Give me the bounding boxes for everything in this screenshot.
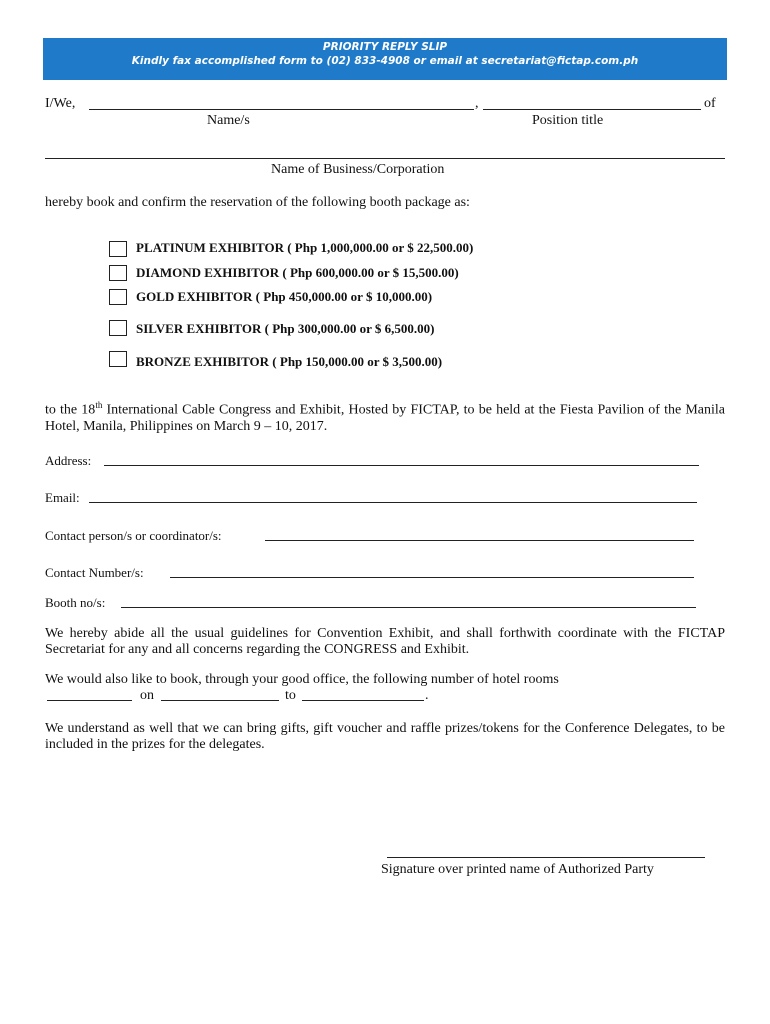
iwe-label: I/We, (45, 96, 76, 111)
platinum-checkbox[interactable] (109, 241, 127, 257)
hotel-checkin-field[interactable] (161, 700, 279, 701)
hotel-rooms-field[interactable] (47, 700, 132, 701)
diamond-checkbox[interactable] (109, 265, 127, 281)
email-field[interactable] (89, 502, 697, 503)
names-caption: Name/s (207, 113, 250, 128)
email-label: Email: (45, 490, 80, 505)
position-field[interactable] (483, 109, 701, 110)
business-caption: Name of Business/Corporation (271, 162, 445, 177)
names-field[interactable] (89, 109, 474, 110)
silver-checkbox[interactable] (109, 320, 127, 336)
bronze-checkbox[interactable] (109, 351, 127, 367)
hotel-on-label: on (140, 688, 154, 703)
gifts-paragraph: We understand as well that we can bring gifts, gift voucher and raffle prizes/tokens for the Conference Delegates, to be included in the prizes for the delegates. (45, 721, 725, 752)
contact-number-field[interactable] (170, 577, 694, 578)
signature-line[interactable] (387, 857, 705, 858)
business-field[interactable] (45, 158, 725, 159)
contact-person-field[interactable] (265, 540, 694, 541)
address-label: Address: (45, 453, 92, 468)
of-label: of (704, 96, 716, 111)
signature-caption: Signature over printed name of Authorized Party (381, 862, 654, 877)
comma-separator: , (475, 96, 479, 111)
gold-checkbox[interactable] (109, 289, 127, 305)
intro-text: hereby book and confirm the reservation of the following booth package as: (45, 195, 470, 210)
guidelines-paragraph: We hereby abide all the usual guidelines for Convention Exhibit, and shall forthwith coordinate with the FICTAP Secretariat for any and all concerns regarding the CONGRESS and Exhibit. (45, 626, 725, 657)
diamond-label: DIAMOND EXHIBITOR ( Php 600,000.00 or $ 15,500.00) (136, 265, 459, 280)
contact-number-label: Contact Number/s: (45, 565, 144, 580)
booth-no-label: Booth no/s: (45, 595, 106, 610)
hotel-to-label: to (285, 688, 296, 703)
silver-label: SILVER EXHIBITOR ( Php 300,000.00 or $ 6,500.00) (136, 321, 435, 336)
hotel-text: We would also like to book, through your good office, the following number of hotel rooms (45, 672, 559, 687)
gold-label: GOLD EXHIBITOR ( Php 450,000.00 or $ 10,000.00) (136, 289, 433, 304)
header-banner (43, 38, 727, 80)
banner-subtitle: Kindly fax accomplished form to (02) 833-4908 or email at secretariat@fictap.com.ph (131, 55, 639, 67)
booth-no-field[interactable] (121, 607, 696, 608)
address-field[interactable] (104, 465, 699, 466)
platinum-label: PLATINUM EXHIBITOR ( Php 1,000,000.00 or $ 22,500.00) (136, 240, 474, 255)
bronze-label: BRONZE EXHIBITOR ( Php 150,000.00 or $ 3,500.00) (136, 354, 443, 369)
hotel-checkout-field[interactable] (302, 700, 424, 701)
contact-person-label: Contact person/s or coordinator/s: (45, 528, 222, 543)
banner-title: PRIORITY REPLY SLIP (322, 41, 448, 53)
hotel-end-period: . (425, 688, 429, 703)
position-caption: Position title (532, 113, 604, 128)
event-paragraph: to the 18th International Cable Congress and Exhibit, Hosted by FICTAP, to be held at the Fiesta Pavilion of the Manila Hotel, Manila, Philippines on March 9 – 10, 2017. (45, 400, 725, 434)
